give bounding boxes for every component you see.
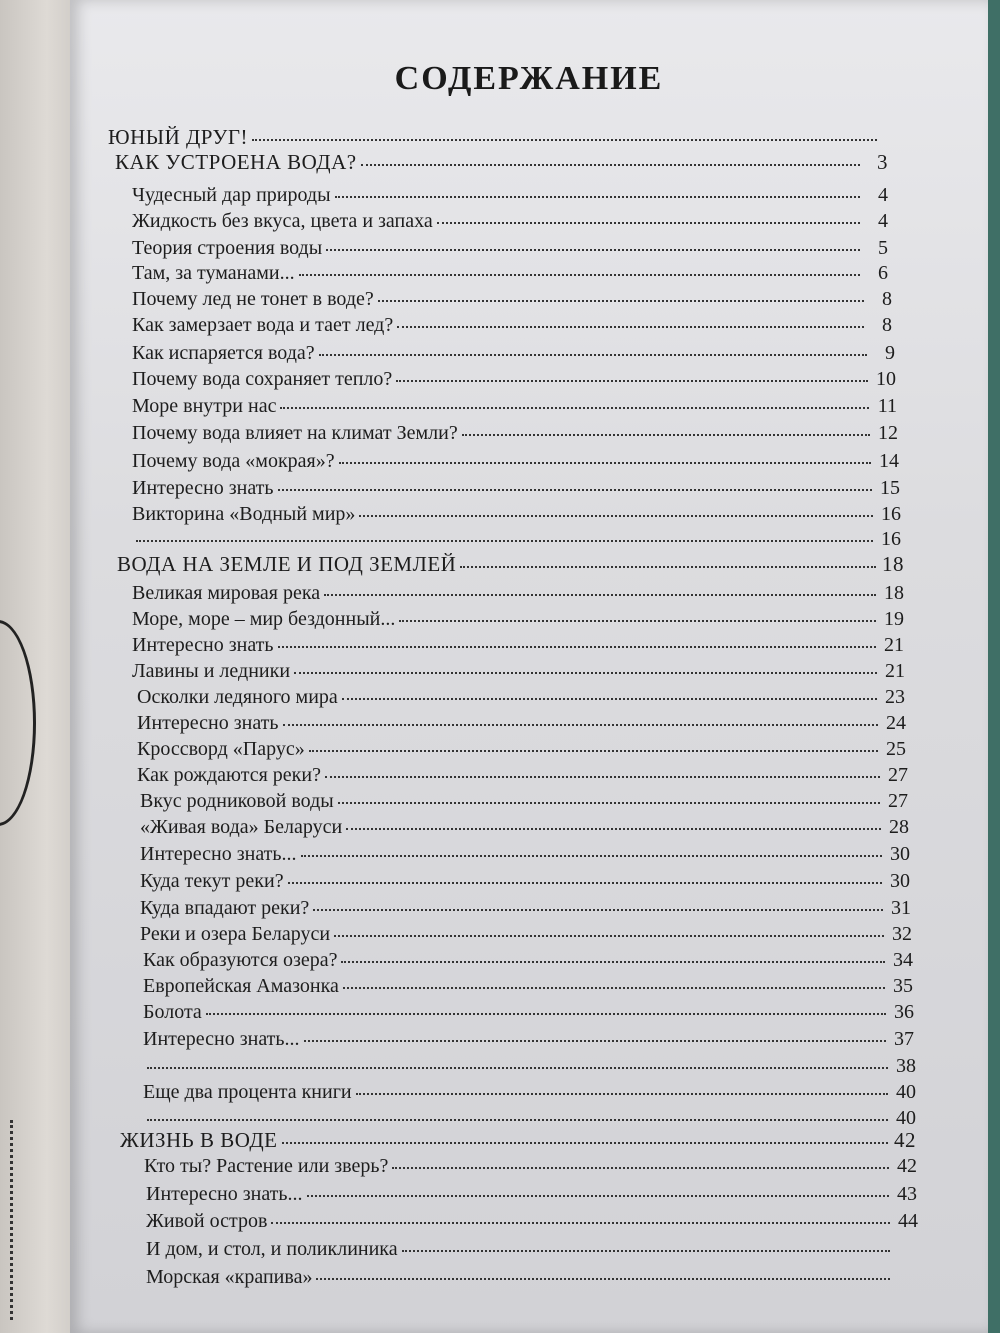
toc-entry[interactable] <box>132 237 888 260</box>
toc-entry[interactable] <box>143 1055 916 1078</box>
toc-entry[interactable] <box>132 477 900 500</box>
toc-entry-page-number: 25 <box>886 738 906 760</box>
toc-entry-title: Интересно знать <box>132 634 274 656</box>
toc-entry-title: Европейская Амазонка <box>143 975 339 997</box>
toc-entry-title: Как замерзает вода и тает лед? <box>132 314 394 336</box>
dot-leader <box>341 957 885 963</box>
toc-entry-title: Интересно знать <box>132 477 274 499</box>
toc-entry[interactable] <box>140 816 909 839</box>
dot-leader <box>147 1063 888 1069</box>
dot-leader <box>309 746 878 752</box>
toc-entry[interactable] <box>132 634 904 657</box>
dot-leader <box>342 694 877 700</box>
toc-entry-title: Чудесный дар природы <box>132 184 331 206</box>
toc-entry[interactable] <box>146 1183 917 1206</box>
toc-entry-title: ЖИЗНЬ В ВОДЕ <box>120 1128 278 1152</box>
toc-entry-page-number: 11 <box>877 395 897 417</box>
toc-entry-page-number: 23 <box>885 686 905 708</box>
toc-entry[interactable] <box>132 368 896 391</box>
toc-section-entry[interactable] <box>108 125 905 150</box>
toc-entry-title: Интересно знать <box>137 712 279 734</box>
toc-entry-page-number: 9 <box>885 342 895 364</box>
dot-leader <box>397 322 864 328</box>
toc-entry[interactable] <box>132 184 888 207</box>
illustration-fragment-2 <box>0 1120 13 1320</box>
toc-entry-page-number: 14 <box>879 450 899 472</box>
dot-leader <box>343 983 885 989</box>
dot-leader <box>304 1036 886 1042</box>
dot-leader <box>301 851 882 857</box>
toc-entry-page-number: 38 <box>896 1055 916 1077</box>
illustration-fragment <box>0 620 36 826</box>
dot-leader <box>460 562 876 568</box>
toc-entry[interactable] <box>132 503 901 526</box>
toc-entry-title: И дом, и стол, и поликлиника <box>146 1238 398 1260</box>
toc-entry-page-number: 16 <box>881 528 901 550</box>
toc-entry[interactable] <box>137 738 906 761</box>
toc-entry-page-number: 32 <box>892 923 912 945</box>
toc-entry-page-number: 35 <box>893 975 913 997</box>
toc-entry-title: Интересно знать... <box>140 843 297 865</box>
toc-entry-title: Великая мировая река <box>132 582 321 604</box>
dot-leader <box>338 798 880 804</box>
toc-entry[interactable] <box>143 949 913 972</box>
toc-entry[interactable] <box>132 395 897 418</box>
dot-leader <box>206 1009 886 1015</box>
toc-entry-title: ВОДА НА ЗЕМЛЕ И ПОД ЗЕМЛЕЙ <box>117 552 457 576</box>
dot-leader <box>359 511 873 517</box>
dot-leader <box>313 905 883 911</box>
toc-entry-page-number: 19 <box>884 608 904 630</box>
toc-entry-title: Реки и озера Беларуси <box>140 923 331 945</box>
toc-entry-page-number: 34 <box>893 949 913 971</box>
toc-entry-title: Осколки ледяного мира <box>137 686 338 708</box>
toc-entry-title: Кто ты? Растение или зверь? <box>144 1155 389 1177</box>
toc-entry-page-number: 28 <box>889 816 909 838</box>
dot-leader <box>278 485 872 491</box>
dot-leader <box>307 1191 889 1197</box>
toc-entry[interactable] <box>143 975 913 998</box>
toc-entry-title: Лавины и ледники <box>132 660 291 682</box>
toc-entry[interactable] <box>143 1081 916 1104</box>
toc-entry-page-number: 18 <box>882 552 904 576</box>
table-of-contents <box>70 0 988 1333</box>
toc-entry-title: Морская «крапива» <box>146 1266 313 1288</box>
book-page <box>70 0 988 1333</box>
toc-entry-page-number: 21 <box>884 634 904 656</box>
toc-entry[interactable] <box>132 288 892 311</box>
dot-leader <box>396 376 868 382</box>
dot-leader <box>462 430 870 436</box>
toc-entry-page-number: 12 <box>878 422 898 444</box>
toc-entry-title: Куда впадают реки? <box>140 897 310 919</box>
dot-leader <box>288 878 882 884</box>
toc-entry-page-number: 24 <box>886 712 906 734</box>
left-page-edge <box>0 0 78 1333</box>
toc-entry-title: Почему вода «мокрая»? <box>132 450 335 472</box>
toc-entry-title: Жидкость без вкуса, цвета и запаха <box>132 210 433 232</box>
toc-entry[interactable] <box>140 843 910 866</box>
dot-leader <box>339 458 871 464</box>
dot-leader <box>271 1218 890 1224</box>
toc-entry[interactable] <box>132 582 904 605</box>
toc-entry-title: Викторина «Водный мир» <box>132 503 356 525</box>
dot-leader <box>437 218 860 224</box>
toc-entry[interactable] <box>132 608 904 631</box>
toc-entry-title: Еще два процента книги <box>143 1081 352 1103</box>
dot-leader <box>294 668 877 674</box>
toc-entry-page-number: 43 <box>897 1183 917 1205</box>
dot-leader <box>324 590 876 596</box>
toc-entry-title: Море внутри нас <box>132 395 277 417</box>
toc-entry-title: Как испаряется вода? <box>132 342 315 364</box>
toc-entry-page-number: 8 <box>882 288 892 310</box>
toc-entry-page-number: 40 <box>896 1107 916 1129</box>
toc-entry-title: Как рождаются реки? <box>137 764 321 786</box>
toc-entry-page-number: 21 <box>885 660 905 682</box>
dot-leader <box>319 350 867 356</box>
toc-entry[interactable] <box>140 923 912 946</box>
toc-entry-title: Болота <box>143 1001 202 1023</box>
toc-entry-title: Теория строения воды <box>132 237 323 259</box>
dot-leader <box>252 135 877 141</box>
dot-leader <box>334 931 884 937</box>
toc-entry[interactable] <box>137 712 906 735</box>
toc-entry-page-number: 5 <box>878 237 888 259</box>
toc-entry[interactable] <box>146 1210 918 1233</box>
dot-leader <box>392 1163 889 1169</box>
toc-entry-title: «Живая вода» Беларуси <box>140 816 343 838</box>
dot-leader <box>136 536 873 542</box>
toc-entry-title: Почему лед не тонет в воде? <box>132 288 374 310</box>
toc-entry-page-number: 27 <box>888 764 908 786</box>
toc-entry-page-number: 3 <box>877 150 888 174</box>
toc-entry[interactable] <box>132 314 892 337</box>
toc-entry-title: КАК УСТРОЕНА ВОДА? <box>115 150 357 174</box>
dot-leader <box>335 192 860 198</box>
dot-leader <box>278 642 876 648</box>
toc-entry[interactable] <box>140 790 908 813</box>
toc-section-entry[interactable] <box>115 150 888 175</box>
toc-entry[interactable] <box>137 764 908 787</box>
toc-entry-title: ЮНЫЙ ДРУГ! <box>108 125 248 149</box>
dot-leader <box>147 1115 888 1121</box>
dot-leader <box>356 1089 888 1095</box>
toc-entry-page-number: 40 <box>896 1081 916 1103</box>
dot-leader <box>325 772 880 778</box>
toc-entry-page-number: 30 <box>890 870 910 892</box>
toc-entry-title: Почему вода сохраняет тепло? <box>132 368 393 390</box>
toc-entry[interactable] <box>140 897 911 920</box>
dot-leader <box>283 720 878 726</box>
toc-entry-title: Вкус родниковой воды <box>140 790 334 812</box>
toc-entry-page-number: 18 <box>884 582 904 604</box>
dot-leader <box>299 270 860 276</box>
toc-entry[interactable] <box>132 450 899 473</box>
toc-entry[interactable] <box>132 660 905 683</box>
toc-entry-page-number: 4 <box>878 210 888 232</box>
toc-entry-title: Море, море – мир бездонный... <box>132 608 396 630</box>
toc-entry[interactable] <box>132 528 901 551</box>
toc-entry-page-number: 36 <box>894 1001 914 1023</box>
dot-leader <box>280 403 869 409</box>
page-title: СОДЕРЖАНИЕ <box>394 60 664 97</box>
toc-entry[interactable] <box>137 686 905 709</box>
toc-entry-page-number: 44 <box>898 1210 918 1232</box>
toc-entry-page-number: 15 <box>880 477 900 499</box>
toc-entry-page-number: 4 <box>878 184 888 206</box>
toc-entry[interactable] <box>146 1266 918 1289</box>
toc-entry-page-number: 30 <box>890 843 910 865</box>
toc-entry[interactable] <box>143 1028 914 1051</box>
toc-entry-page-number: 16 <box>881 503 901 525</box>
toc-section-entry[interactable] <box>117 552 904 577</box>
toc-entry-page-number: 42 <box>897 1155 917 1177</box>
toc-entry-title: Там, за туманами... <box>132 262 295 284</box>
toc-entry[interactable] <box>146 1238 918 1261</box>
toc-entry[interactable] <box>143 1001 914 1024</box>
toc-entry-title: Интересно знать... <box>143 1028 300 1050</box>
dot-leader <box>402 1246 890 1252</box>
dot-leader <box>378 296 864 302</box>
toc-entry-page-number: 31 <box>891 897 911 919</box>
toc-section-entry[interactable] <box>120 1128 916 1153</box>
toc-entry-page-number: 10 <box>876 368 896 390</box>
toc-entry[interactable] <box>132 342 895 365</box>
toc-entry-title: Куда текут реки? <box>140 870 284 892</box>
toc-entry[interactable] <box>132 422 898 445</box>
toc-entry-title: Кроссворд «Парус» <box>137 738 305 760</box>
dot-leader <box>326 245 860 251</box>
toc-entry-page-number: 27 <box>888 790 908 812</box>
dot-leader <box>399 616 876 622</box>
dot-leader <box>282 1138 888 1144</box>
toc-entry[interactable] <box>143 1107 916 1130</box>
dot-leader <box>346 824 881 830</box>
toc-entry-page-number: 37 <box>894 1028 914 1050</box>
toc-entry-title: Интересно знать... <box>146 1183 303 1205</box>
toc-entry-page-number: 42 <box>894 1128 916 1152</box>
dot-leader <box>361 160 860 166</box>
toc-entry[interactable] <box>132 262 888 285</box>
toc-entry[interactable] <box>140 870 910 893</box>
toc-entry-page-number: 6 <box>878 262 888 284</box>
toc-entry-title: Живой остров <box>146 1210 268 1232</box>
dot-leader <box>316 1274 890 1280</box>
toc-entry-title: Почему вода влияет на климат Земли? <box>132 422 458 444</box>
toc-entry-title: Как образуются озера? <box>143 949 338 971</box>
toc-entry-page-number: 8 <box>882 314 892 336</box>
toc-entry[interactable] <box>144 1155 917 1178</box>
toc-entry[interactable] <box>132 210 888 233</box>
